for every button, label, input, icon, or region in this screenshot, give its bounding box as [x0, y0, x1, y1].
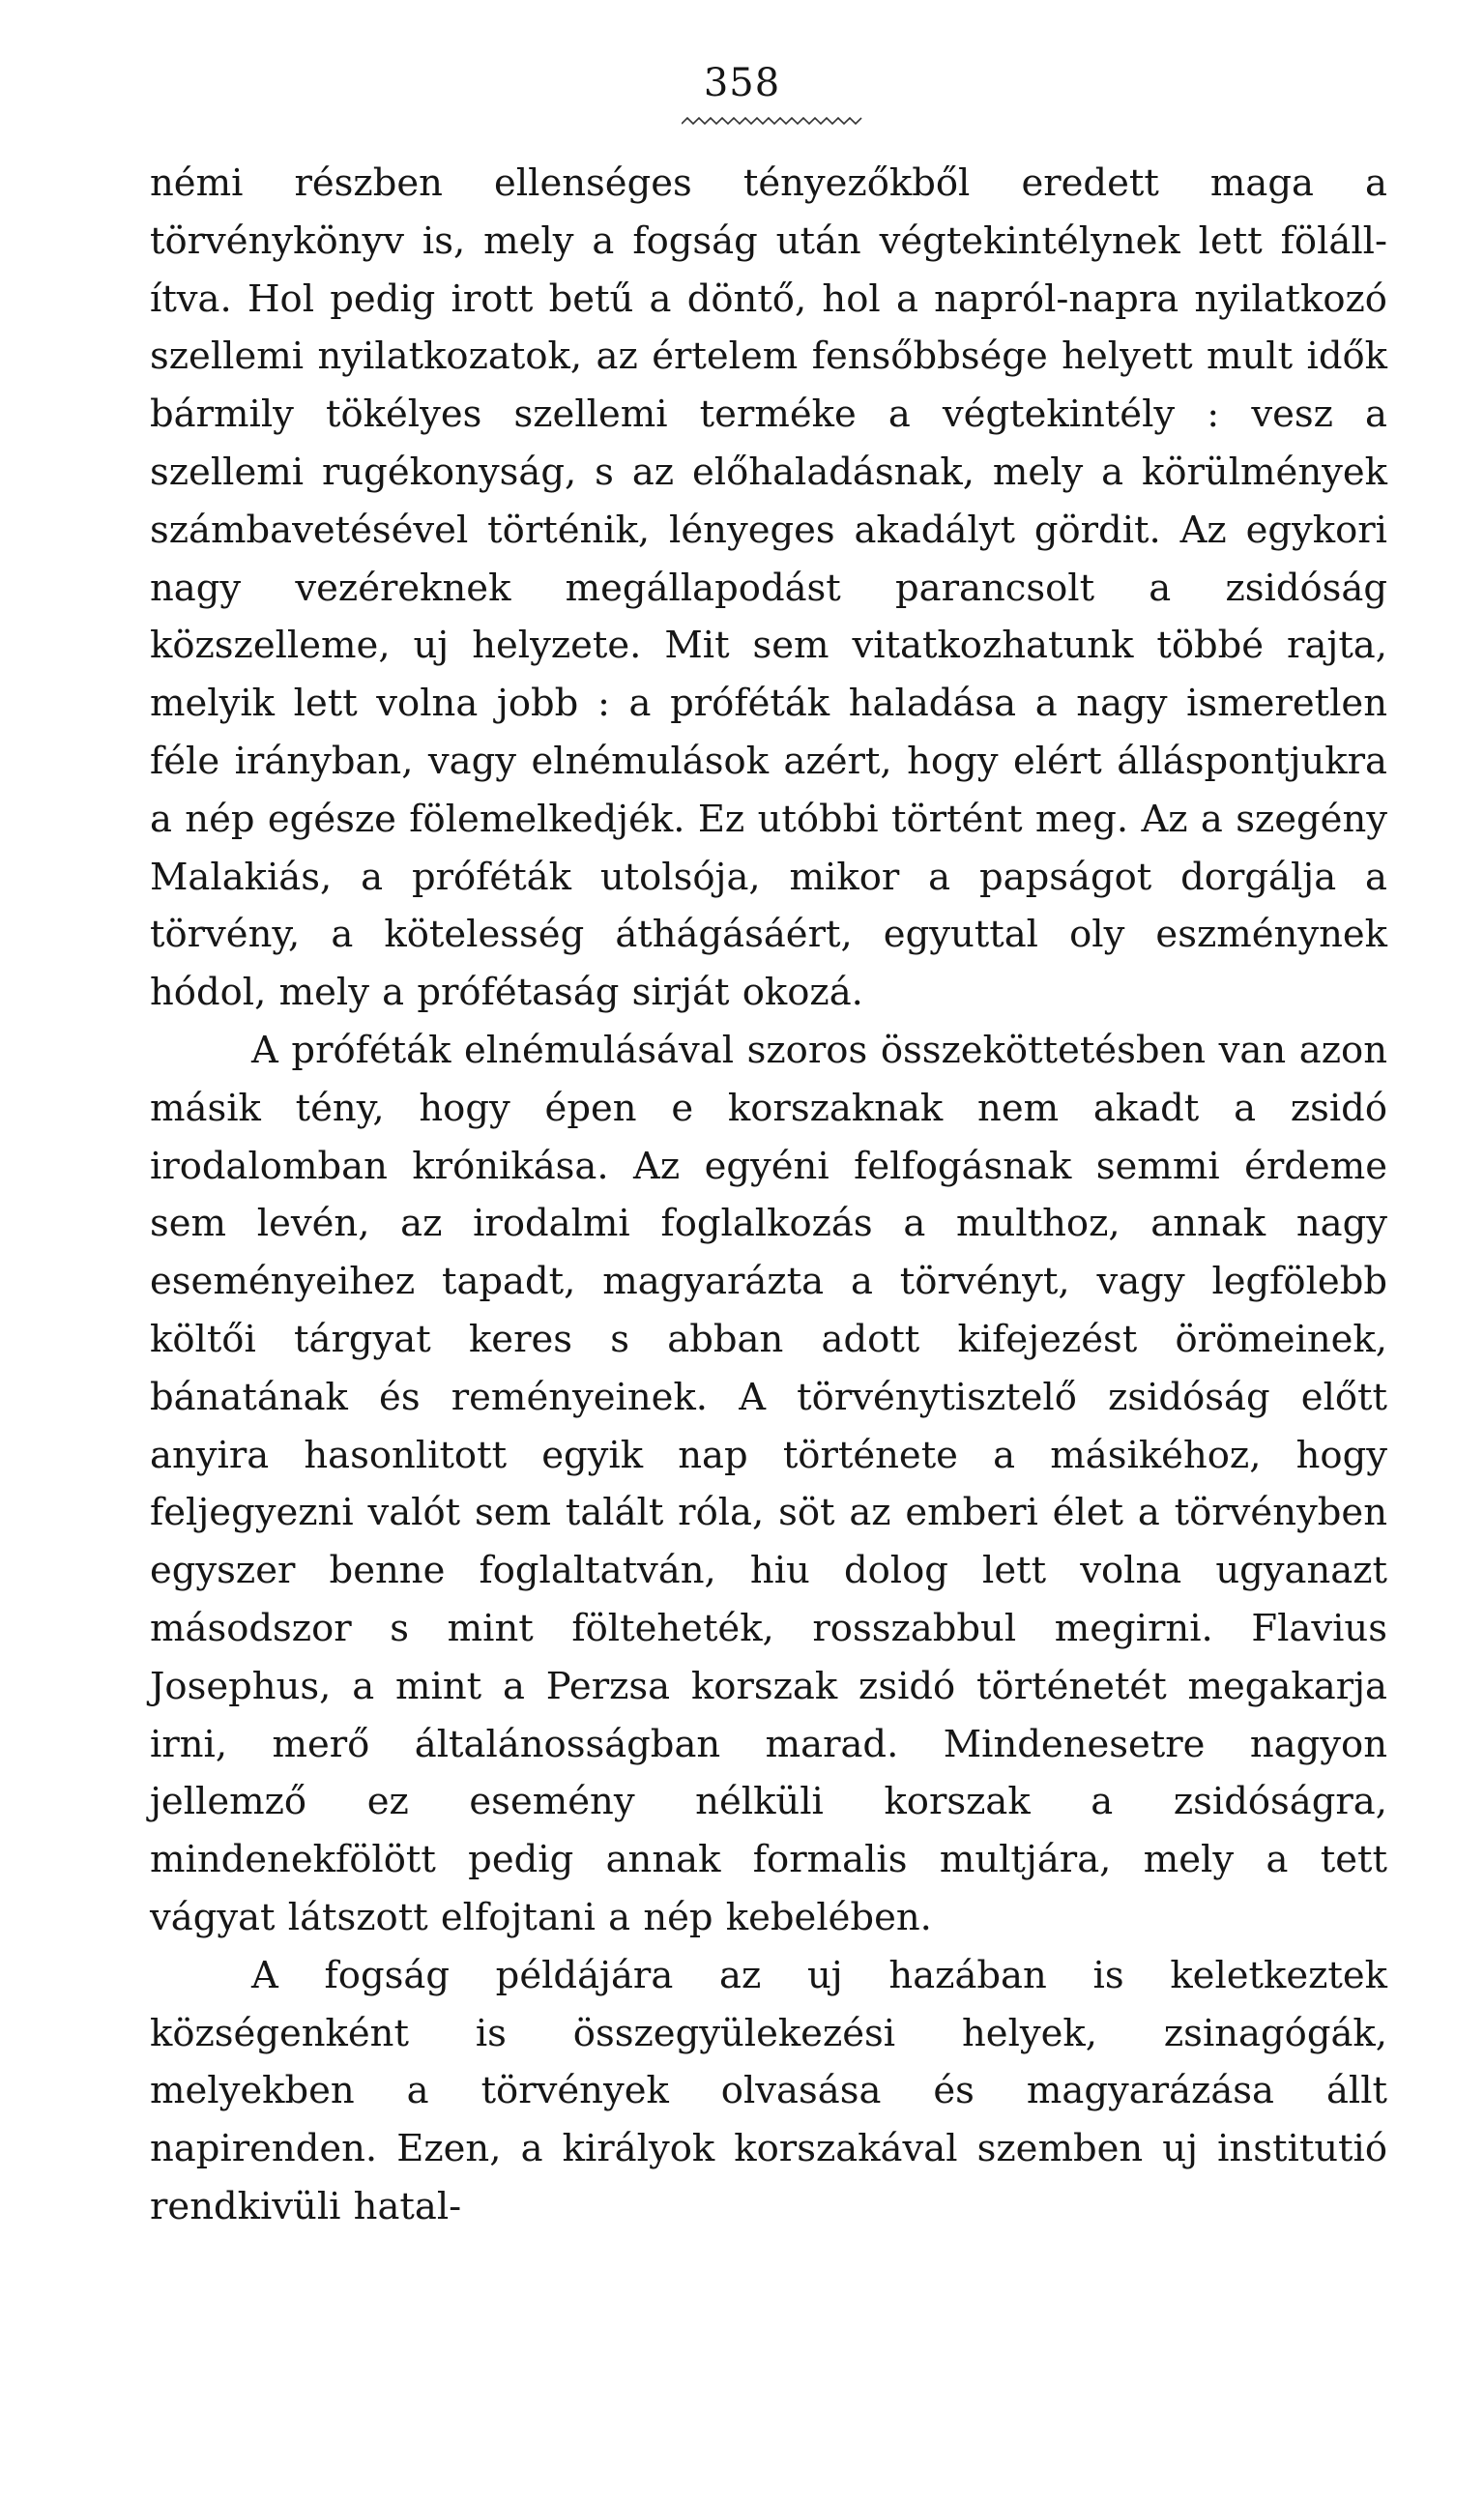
paragraph-prophets-chronicle: A próféták elnémulásával szoros összeköttetésben van azon másik tény, hogy épen e korszaknak nem akadt a zsidó irodalomban krónikása. Az egyéni felfogásnak semmi érdeme sem levén, az irodalmi foglalkozás a multhoz, annak nagy eseményeihez tapadt, magyarázta a törvényt, vagy legfölebb költői tárgyat keres s abban adott kifejezést örömeinek, bánatának és reményeinek. A törvénytisztelő zsidóság előtt anyira hasonlitott egyik nap története a másikéhoz, hogy feljegyezni valót sem talált róla, söt az emberi élet a törvényben egyszer benne foglaltatván, hiu dolog lett volna ugyanazt másodszor s mint fölteheték, rosszabbul megirni. Flavius Josephus, a mint a Perzsa korszak zsidó történetét megakarja irni, merő általánosságban marad. Mindenesetre nagyon jellemző ez esemény nélküli korszak a zsidóságra, mindenekfölött pedig annak formalis multjára, mely a tett vágyat látszott elfojtani a nép kebelében. — [150, 1028, 1387, 1939]
paragraph-synagogues: A fogság példájára az uj hazában is keletkeztek községenként is összegyülekezési helyek, zsinagógák, melyekben a törvények olvasása és magyarázása állt napirenden. Ezen, a királyok korszakával szemben uj institutió rendkivüli hatal- — [150, 1953, 1387, 2228]
body-text — [150, 155, 1387, 2236]
page-number-ornament — [682, 114, 870, 128]
paragraph-continued: némi részben ellenséges tényezőkből eredett maga a törvénykönyv is, mely a fogság után végtekintélynek lett fölállítva. Hol pedig irott betű a döntő, hol a napról-napra nyilatkozó szellemi nyilatkozatok, az értelem fensőbbsége helyett mult idők bármily tökélyes szellemi terméke a végtekintély : vesz a szellemi rugékonyság, s az előhaladásnak, mely a körülmények számbavetésével történik, lényeges akadályt gördit. Az egykori nagy vezéreknek megállapodást parancsolt a zsidóság közszelleme, uj helyzete. Mit sem vitatkozhatunk többé rajta, melyik lett volna jobb : a próféták haladása a nagy ismeretlen féle irányban, vagy elnémulások azért, hogy elért álláspontjukra a nép egésze fölemelkedjék. Ez utóbbi történt meg. Az a szegény Malakiás, a próféták utolsója, mikor a papságot dorgálja a törvény, a kötelesség áthágásáért, egyuttal oly eszménynek hódol, mely a prófétaság sirját okozá. — [150, 161, 1387, 1015]
page-number: 358 — [703, 61, 781, 105]
